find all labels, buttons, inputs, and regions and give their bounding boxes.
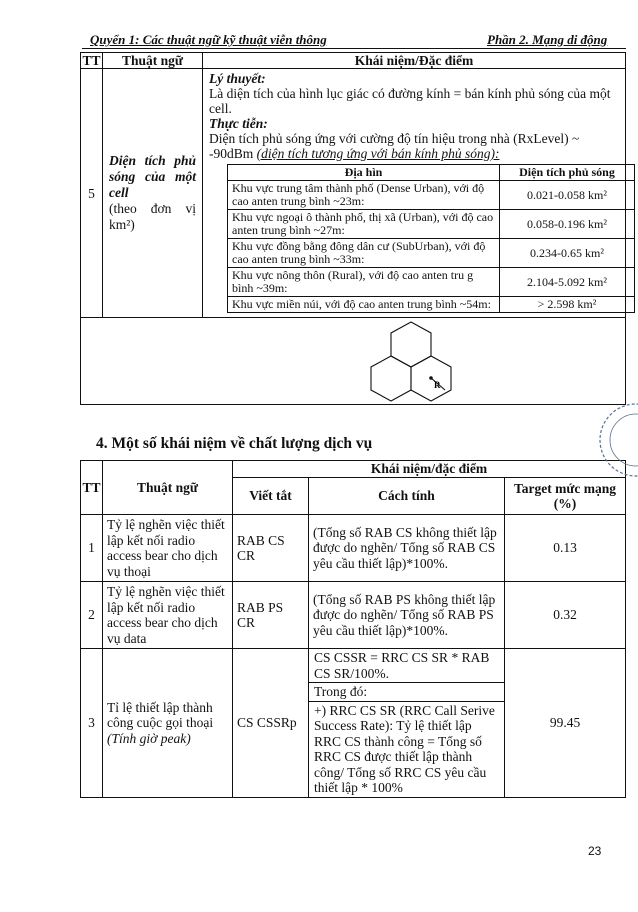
row-abbr: CS CSSRp	[233, 649, 309, 798]
theory-label: Lý thuyết:	[209, 71, 266, 86]
table1-row-tt: 5	[81, 69, 103, 318]
row-term: Tỷ lệ nghẽn việc thiết lập kết nối radio access bear cho dịch vụ thoại	[103, 515, 233, 582]
table1-row-term	[103, 69, 203, 318]
inner-row	[228, 181, 635, 210]
cell-center-dot	[429, 376, 433, 380]
table2-header-abbr: Viết tắt	[233, 478, 309, 515]
hexagon-diagram-cell	[81, 318, 626, 405]
row-target: 0.13	[505, 515, 626, 582]
row-abbr: RAB PS CR	[233, 582, 309, 649]
inner-row	[228, 297, 635, 313]
table1-diagram-row	[81, 318, 626, 405]
table2-row	[81, 582, 626, 649]
qos-table	[80, 460, 626, 798]
radius-label: R	[434, 380, 441, 390]
section-title: 4. Một số khái niệm về chất lượng dịch vụ	[96, 435, 373, 452]
running-header-title: Quyển 1: Các thuật ngữ kỹ thuật viễn thông	[90, 32, 327, 47]
inner-area: 0.234-0.65 km²	[500, 239, 635, 268]
table1-row-definition	[203, 69, 626, 318]
stamp-mark	[592, 400, 638, 480]
inner-area: > 2.598 km²	[500, 297, 635, 313]
table1-header-term: Thuật ngữ	[103, 53, 203, 69]
hexagon-cells-diagram	[81, 318, 627, 404]
header-rule	[82, 48, 626, 49]
row-target: 0.32	[505, 582, 626, 649]
calc-formula: CS CSSR = RRC CS SR * RAB CS SR/100%.	[309, 649, 504, 683]
inner-terrain: Khu vực nông thôn (Rural), với độ cao anten tru g bình ~39m:	[228, 268, 500, 297]
table2-header-row-1	[81, 461, 626, 478]
row-term: Tỷ lệ nghẽn việc thiết lập kết nối radio access bear cho dịch vụ data	[103, 582, 233, 649]
practice-label: Thực tiễn:	[209, 116, 268, 131]
inner-terrain: Khu vực đồng bằng đông dân cư (SubUrban), với độ cao anten trung bình ~33m:	[228, 239, 500, 268]
table2-row	[81, 649, 626, 798]
coverage-area-table	[227, 164, 635, 313]
table2-header-target: Target mức mạng (%)	[505, 478, 626, 515]
table1-row-5	[81, 69, 626, 318]
row-calc: (Tổng số RAB PS không thiết lập được do nghẽn/ Tổng số RAB PS yêu cầu thiết lập)*100%.	[309, 582, 505, 649]
table2-header-calc: Cách tính	[309, 478, 505, 515]
row-term	[103, 649, 233, 798]
table2-header-term: Thuật ngữ	[103, 461, 233, 515]
table2-header-def: Khái niệm/đặc điểm	[233, 461, 626, 478]
practice-note: (diện tích tương ứng với bán kính phủ sóng):	[256, 146, 500, 161]
hexagon-top	[391, 322, 431, 367]
inner-row	[228, 239, 635, 268]
hexagon-bottom-left	[371, 356, 411, 401]
calc-where: Trong đó:	[309, 683, 504, 702]
term-unit: (theo đơn vị km²)	[109, 201, 196, 232]
inner-terrain: Khu vực miền núi, với độ cao anten trung bình ~54m:	[228, 297, 500, 313]
table1-header-row	[81, 53, 626, 69]
inner-header-area: Diện tích phủ sóng	[500, 165, 635, 181]
page-number: 23	[588, 844, 602, 858]
cell-area-table	[80, 52, 626, 405]
practice-text	[209, 131, 619, 161]
table1-header-tt: TT	[82, 53, 101, 68]
row-calc	[309, 649, 505, 798]
inner-area: 2.104-5.092 km²	[500, 268, 635, 297]
inner-header-row	[228, 165, 635, 181]
running-header-section: Phần 2. Mạng di động	[487, 32, 608, 47]
row-calc: (Tổng số RAB CS không thiết lập được do nghẽn/ Tổng số RAB CS yêu cầu thiết lập)*100%.	[309, 515, 505, 582]
row-term-text: Tỉ lệ thiết lập thành công cuộc gọi thoại	[107, 699, 214, 730]
row-target: 99.45	[505, 649, 626, 798]
row-tt: 3	[81, 649, 103, 798]
row-term-note: (Tính giờ peak)	[107, 730, 191, 746]
term-bold-italic: Diện tích phủ sóng của một cell	[109, 153, 196, 200]
inner-row	[228, 268, 635, 297]
row-abbr: RAB CS CR	[233, 515, 309, 582]
row-tt: 1	[81, 515, 103, 582]
inner-header-terrain: Địa hìn	[228, 165, 500, 181]
table1-header-def: Khái niệm/Đặc điểm	[203, 53, 626, 69]
inner-terrain: Khu vực trung tâm thành phố (Dense Urban), với độ cao anten trung bình ~23m:	[228, 181, 500, 210]
inner-terrain: Khu vực ngoại ô thành phố, thị xã (Urban), với độ cao anten trung bình ~27m:	[228, 210, 500, 239]
calc-detail: +) RRC CS SR (RRC Call Serive Success Rate): Tỷ lệ thiết lập RRC CS thành công = Tổng số RRC CS được thiết lập thành công/ Tổng số RRC CS yêu cầu thiết lập * 100%	[314, 702, 495, 795]
inner-area: 0.021-0.058 km²	[500, 181, 635, 210]
table2-row	[81, 515, 626, 582]
theory-text: Là diện tích của hình lục giác có đường kính = bán kính phủ sóng của một cell.	[209, 86, 611, 116]
table2-header-tt: TT	[81, 461, 103, 515]
inner-row	[228, 210, 635, 239]
inner-area: 0.058-0.196 km²	[500, 210, 635, 239]
row-tt: 2	[81, 582, 103, 649]
practice-text-body: Diện tích phủ sóng ứng với cường độ tín hiệu trong nhà (RxLevel) ~ -90dBm	[209, 131, 580, 161]
